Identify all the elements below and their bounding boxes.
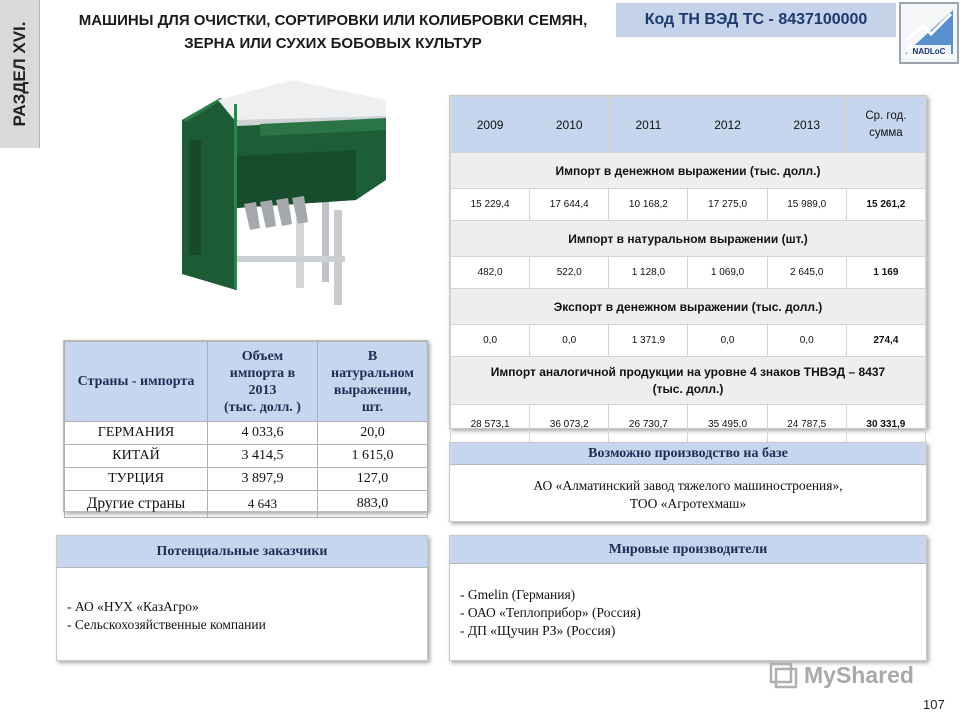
potential-customers-box [56, 535, 428, 661]
table-cell: 26 730,7 [609, 405, 688, 445]
header-line: импорта в [229, 365, 296, 381]
manufacturer-name: ДП «Щучин РЗ» (Россия) [467, 623, 616, 638]
watermark-text: MyShared [804, 661, 914, 688]
title-line-1: МАШИНЫ ДЛЯ ОЧИСТКИ, СОРТИРОВКИ ИЛИ КОЛИБРОВКИ СЕМЯН, [78, 12, 588, 29]
country-name: Другие страны [65, 491, 208, 518]
table-row [65, 422, 428, 445]
year-header: 2013 [767, 97, 846, 153]
year-header: 2010 [530, 97, 609, 153]
seed-cleaning-machine-image [160, 60, 460, 325]
country-name: ГЕРМАНИЯ [65, 422, 208, 445]
production-line: АО «Алматинский завод тяжелого машиностроения», [533, 478, 843, 493]
slides-icon [768, 660, 798, 690]
table-row [451, 325, 926, 357]
production-line: ТОО «Агротехмаш» [629, 496, 747, 511]
manufacturer-name: Gmelin (Германия) [467, 587, 576, 602]
section-caption: Импорт в денежном выражении (тыс. долл.) [451, 153, 926, 189]
table-cell: 2 645,0 [767, 257, 846, 289]
average-cell: 274,4 [846, 325, 925, 357]
years-header-row [451, 97, 926, 153]
table-cell: 35 495,0 [688, 405, 767, 445]
table-cell: 36 073,2 [530, 405, 609, 445]
table-cell: 17 275,0 [688, 189, 767, 221]
header-line: Объем [241, 348, 284, 364]
volume-column-header [208, 342, 318, 422]
table-row [451, 257, 926, 289]
countries-header-row [65, 342, 428, 422]
table-cell: 17 644,4 [530, 189, 609, 221]
year-header: 2012 [688, 97, 767, 153]
import-quantity: 1 615,0 [318, 445, 428, 468]
header-line: шт. [361, 399, 384, 415]
table-cell: 522,0 [530, 257, 609, 289]
manufacturer-name: ОАО «Теплоприбор» (Россия) [467, 605, 641, 620]
table-row [65, 468, 428, 491]
page-number: 107 [923, 697, 945, 712]
production-base-box [449, 442, 927, 522]
average-sum-header [846, 97, 925, 153]
import-volume: 4 033,6 [208, 422, 318, 445]
import-volume: 3 897,9 [208, 468, 318, 491]
table-cell: 482,0 [451, 257, 530, 289]
page-title [48, 9, 618, 55]
nadloc-logo [899, 2, 959, 64]
list-item: - АО «НУХ «КазАгро» [67, 599, 199, 614]
table-cell: 0,0 [688, 325, 767, 357]
natural-column-header [318, 342, 428, 422]
section-tab [0, 0, 40, 148]
hs-code-badge [616, 3, 896, 37]
section-label: РАЗДЕЛ XVI. [10, 21, 29, 127]
section-caption-row [451, 289, 926, 325]
table-row [451, 405, 926, 445]
import-volume: 3 414,5 [208, 445, 318, 468]
table-cell: 15 989,0 [767, 189, 846, 221]
manufacturers-title: Мировые производители [450, 536, 926, 564]
import-volume: 4 643 [208, 491, 318, 518]
section-caption-line: (тыс. долл.) [652, 381, 724, 396]
table-cell: 10 168,2 [609, 189, 688, 221]
table-cell: 0,0 [451, 325, 530, 357]
header-line: 2013 [248, 382, 277, 398]
table-cell: 1 128,0 [609, 257, 688, 289]
production-base-title: Возможно производство на базе [450, 443, 926, 465]
table-row [65, 445, 428, 468]
import-quantity: 883,0 [318, 491, 428, 518]
customers-list [57, 568, 427, 634]
header-line: В [367, 348, 378, 364]
average-cell: 1 169 [846, 257, 925, 289]
country-column-header: Страны - импорта [65, 342, 208, 422]
table-cell: 1 371,9 [609, 325, 688, 357]
table-cell: 1 069,0 [688, 257, 767, 289]
list-item: - Сельскохозяйственные компании [67, 617, 266, 632]
table-cell: 0,0 [767, 325, 846, 357]
logo-text: NADLoC [912, 47, 946, 56]
year-header: 2009 [451, 97, 530, 153]
section-caption-line: Импорт аналогичной продукции на уровне 4 знаков ТНВЭД – 8437 [490, 364, 886, 379]
section-caption: Экспорт в денежном выражении (тыс. долл.) [451, 289, 926, 325]
year-header: 2011 [609, 97, 688, 153]
hs-code-label: Код ТН ВЭД ТС - 8437100000 [644, 11, 868, 28]
production-base-body [450, 465, 926, 513]
header-line: выражении, [333, 382, 412, 398]
customer-name: АО «НУХ «КазАгро» [74, 599, 199, 614]
import-export-statistics-table [449, 95, 927, 429]
list-item: - ОАО «Теплоприбор» (Россия) [460, 605, 641, 620]
list-item: - Gmelin (Германия) [460, 587, 576, 602]
average-header-line: Ср. год. [865, 109, 907, 122]
import-countries-table [63, 340, 428, 512]
world-manufacturers-box [449, 535, 927, 661]
table-cell: 24 787,5 [767, 405, 846, 445]
section-caption [451, 357, 926, 405]
section-caption-row [451, 153, 926, 189]
customer-name: Сельскохозяйственные компании [74, 617, 266, 632]
section-caption-row [451, 357, 926, 405]
average-cell: 15 261,2 [846, 189, 925, 221]
section-caption: Импорт в натуральном выражении (шт.) [451, 221, 926, 257]
customers-title: Потенциальные заказчики [57, 536, 427, 568]
header-line: натуральном [331, 365, 414, 381]
manufacturers-list [450, 564, 926, 640]
logo-mark-icon [901, 4, 957, 62]
table-cell: 28 573,1 [451, 405, 530, 445]
myshared-watermark [768, 656, 928, 694]
import-quantity: 127,0 [318, 468, 428, 491]
table-row [65, 491, 428, 518]
import-quantity: 20,0 [318, 422, 428, 445]
table-row [451, 189, 926, 221]
table-cell: 15 229,4 [451, 189, 530, 221]
table-cell: 0,0 [530, 325, 609, 357]
country-name: КИТАЙ [65, 445, 208, 468]
title-line-2: ЗЕРНА ИЛИ СУХИХ БОБОВЫХ КУЛЬТУР [184, 35, 482, 52]
section-caption-row [451, 221, 926, 257]
header-line: (тыс. долл. ) [224, 399, 301, 415]
average-cell: 30 331,9 [846, 405, 925, 445]
list-item: - ДП «Щучин РЗ» (Россия) [460, 623, 616, 638]
country-name: ТУРЦИЯ [65, 468, 208, 491]
average-header-line: сумма [869, 126, 903, 139]
